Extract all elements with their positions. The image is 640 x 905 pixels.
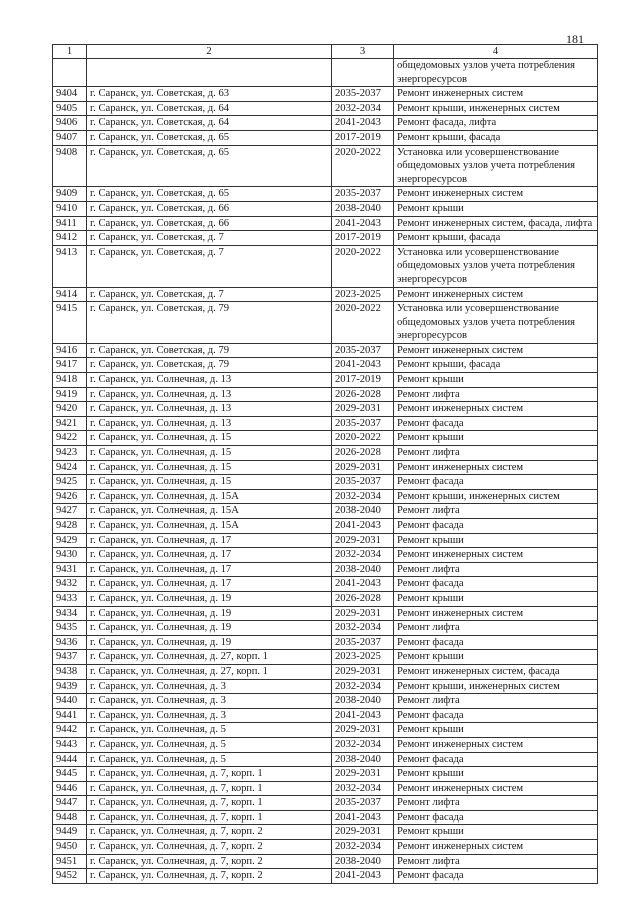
row-number: 9450 xyxy=(53,840,87,855)
row-number: 9406 xyxy=(53,116,87,131)
row-period: 2029-2031 xyxy=(332,723,394,738)
row-period: 2017-2019 xyxy=(332,130,394,145)
row-work-type: Ремонт крыши, фасада xyxy=(394,231,598,246)
row-address: г. Саранск, ул. Солнечная, д. 19 xyxy=(87,621,332,636)
row-work-type: Ремонт инженерных систем xyxy=(394,548,598,563)
row-address: г. Саранск, ул. Солнечная, д. 7, корп. 1 xyxy=(87,810,332,825)
row-period: 2041-2043 xyxy=(332,358,394,373)
table-row xyxy=(53,767,598,782)
row-period: 2029-2031 xyxy=(332,402,394,417)
row-period: 2035-2037 xyxy=(332,635,394,650)
row-number: 9436 xyxy=(53,635,87,650)
row-number: 9423 xyxy=(53,446,87,461)
row-work-type: Ремонт инженерных систем xyxy=(394,460,598,475)
row-work-type: Ремонт фасада, лифта xyxy=(394,116,598,131)
row-work-type: Ремонт крыши xyxy=(394,650,598,665)
row-work-type: Ремонт лифта xyxy=(394,562,598,577)
row-period: 2038-2040 xyxy=(332,694,394,709)
row-number: 9433 xyxy=(53,591,87,606)
row-number: 9437 xyxy=(53,650,87,665)
row-number: 9430 xyxy=(53,548,87,563)
row-number: 9424 xyxy=(53,460,87,475)
header-col-1: 1 xyxy=(53,45,87,59)
row-number: 9410 xyxy=(53,201,87,216)
row-address: г. Саранск, ул. Солнечная, д. 5 xyxy=(87,737,332,752)
row-number: 9428 xyxy=(53,519,87,534)
row-address: г. Саранск, ул. Солнечная, д. 15А xyxy=(87,504,332,519)
row-work-type: Ремонт лифта xyxy=(394,504,598,519)
row-work-type: Ремонт фасада xyxy=(394,635,598,650)
continuation-number xyxy=(53,59,87,87)
row-period: 2041-2043 xyxy=(332,577,394,592)
repair-schedule-table xyxy=(52,44,598,884)
row-period: 2029-2031 xyxy=(332,533,394,548)
table-row xyxy=(53,358,598,373)
table-row xyxy=(53,869,598,884)
row-address: г. Саранск, ул. Советская, д. 79 xyxy=(87,343,332,358)
row-number: 9408 xyxy=(53,145,87,187)
row-work-type: Установка или усовершенствование общедомовых узлов учета потребления энергоресурсов xyxy=(394,302,598,344)
continuation-row xyxy=(53,59,598,87)
row-work-type: Ремонт крыши xyxy=(394,431,598,446)
table-row xyxy=(53,431,598,446)
row-number: 9442 xyxy=(53,723,87,738)
row-number: 9412 xyxy=(53,231,87,246)
row-number: 9422 xyxy=(53,431,87,446)
row-period: 2032-2034 xyxy=(332,101,394,116)
row-address: г. Саранск, ул. Солнечная, д. 7, корп. 2 xyxy=(87,840,332,855)
row-number: 9404 xyxy=(53,87,87,102)
row-period: 2023-2025 xyxy=(332,650,394,665)
row-number: 9429 xyxy=(53,533,87,548)
table-row xyxy=(53,116,598,131)
row-period: 2041-2043 xyxy=(332,519,394,534)
row-period: 2041-2043 xyxy=(332,869,394,884)
row-work-type: Ремонт крыши, фасада xyxy=(394,358,598,373)
table-body xyxy=(53,59,598,884)
row-address: г. Саранск, ул. Солнечная, д. 7, корп. 2 xyxy=(87,825,332,840)
table-row xyxy=(53,446,598,461)
row-work-type: Ремонт фасада xyxy=(394,752,598,767)
table-row xyxy=(53,752,598,767)
row-work-type: Ремонт крыши xyxy=(394,201,598,216)
row-period: 2041-2043 xyxy=(332,216,394,231)
row-address: г. Саранск, ул. Советская, д. 79 xyxy=(87,358,332,373)
row-period: 2038-2040 xyxy=(332,562,394,577)
row-period: 2026-2028 xyxy=(332,446,394,461)
row-work-type: Ремонт лифта xyxy=(394,446,598,461)
row-address: г. Саранск, ул. Солнечная, д. 5 xyxy=(87,723,332,738)
table-row xyxy=(53,694,598,709)
table-row xyxy=(53,737,598,752)
row-address: г. Саранск, ул. Советская, д. 65 xyxy=(87,187,332,202)
table-row xyxy=(53,781,598,796)
row-period: 2026-2028 xyxy=(332,387,394,402)
table-row xyxy=(53,87,598,102)
row-address: г. Саранск, ул. Солнечная, д. 13 xyxy=(87,373,332,388)
row-period: 2035-2037 xyxy=(332,87,394,102)
row-period: 2038-2040 xyxy=(332,201,394,216)
row-number: 9452 xyxy=(53,869,87,884)
row-work-type: Ремонт инженерных систем xyxy=(394,402,598,417)
row-address: г. Саранск, ул. Советская, д. 65 xyxy=(87,145,332,187)
row-work-type: Ремонт лифта xyxy=(394,694,598,709)
table-row xyxy=(53,387,598,402)
row-address: г. Саранск, ул. Солнечная, д. 17 xyxy=(87,533,332,548)
row-period: 2035-2037 xyxy=(332,796,394,811)
row-work-type: Ремонт фасада xyxy=(394,475,598,490)
row-period: 2041-2043 xyxy=(332,116,394,131)
row-work-type: Ремонт крыши xyxy=(394,825,598,840)
row-number: 9435 xyxy=(53,621,87,636)
row-work-type: Ремонт фасада xyxy=(394,519,598,534)
row-period: 2032-2034 xyxy=(332,781,394,796)
row-period: 2035-2037 xyxy=(332,343,394,358)
row-number: 9445 xyxy=(53,767,87,782)
row-number: 9451 xyxy=(53,854,87,869)
row-number: 9434 xyxy=(53,606,87,621)
row-address: г. Саранск, ул. Советская, д. 64 xyxy=(87,116,332,131)
table-row xyxy=(53,231,598,246)
row-period: 2035-2037 xyxy=(332,475,394,490)
row-period: 2032-2034 xyxy=(332,737,394,752)
continuation-work: общедомовых узлов учета потребления энергоресурсов xyxy=(394,59,598,87)
row-period: 2032-2034 xyxy=(332,679,394,694)
table-row xyxy=(53,201,598,216)
row-number: 9426 xyxy=(53,489,87,504)
row-address: г. Саранск, ул. Советская, д. 64 xyxy=(87,101,332,116)
row-address: г. Саранск, ул. Советская, д. 66 xyxy=(87,201,332,216)
row-address: г. Саранск, ул. Солнечная, д. 27, корп. 1 xyxy=(87,664,332,679)
row-period: 2041-2043 xyxy=(332,810,394,825)
row-address: г. Саранск, ул. Солнечная, д. 13 xyxy=(87,402,332,417)
table-row xyxy=(53,548,598,563)
row-period: 2032-2034 xyxy=(332,621,394,636)
row-address: г. Саранск, ул. Солнечная, д. 15 xyxy=(87,446,332,461)
table-row xyxy=(53,577,598,592)
row-work-type: Ремонт фасада xyxy=(394,869,598,884)
row-address: г. Саранск, ул. Солнечная, д. 19 xyxy=(87,591,332,606)
row-work-type: Ремонт инженерных систем xyxy=(394,606,598,621)
row-work-type: Ремонт крыши xyxy=(394,373,598,388)
row-number: 9438 xyxy=(53,664,87,679)
table-row xyxy=(53,562,598,577)
row-address: г. Саранск, ул. Солнечная, д. 17 xyxy=(87,562,332,577)
row-period: 2020-2022 xyxy=(332,145,394,187)
header-row xyxy=(53,45,598,59)
row-period: 2029-2031 xyxy=(332,825,394,840)
row-period: 2032-2034 xyxy=(332,489,394,504)
row-address: г. Саранск, ул. Солнечная, д. 3 xyxy=(87,694,332,709)
row-period: 2029-2031 xyxy=(332,606,394,621)
table-row xyxy=(53,416,598,431)
row-number: 9420 xyxy=(53,402,87,417)
table-row xyxy=(53,504,598,519)
row-period: 2038-2040 xyxy=(332,752,394,767)
row-address: г. Саранск, ул. Солнечная, д. 7, корп. 1 xyxy=(87,767,332,782)
table-row xyxy=(53,302,598,344)
row-address: г. Саранск, ул. Солнечная, д. 27, корп. 1 xyxy=(87,650,332,665)
row-number: 9427 xyxy=(53,504,87,519)
continuation-period xyxy=(332,59,394,87)
row-period: 2041-2043 xyxy=(332,708,394,723)
row-work-type: Установка или усовершенствование общедомовых узлов учета потребления энергоресурсов xyxy=(394,145,598,187)
page-number: 181 xyxy=(566,32,584,46)
row-work-type: Ремонт крыши xyxy=(394,533,598,548)
row-number: 9440 xyxy=(53,694,87,709)
row-address: г. Саранск, ул. Солнечная, д. 15А xyxy=(87,489,332,504)
row-period: 2029-2031 xyxy=(332,460,394,475)
row-number: 9411 xyxy=(53,216,87,231)
row-address: г. Саранск, ул. Солнечная, д. 3 xyxy=(87,708,332,723)
row-work-type: Ремонт крыши, инженерных систем xyxy=(394,101,598,116)
row-work-type: Ремонт лифта xyxy=(394,854,598,869)
row-work-type: Ремонт крыши, инженерных систем xyxy=(394,679,598,694)
table-row xyxy=(53,130,598,145)
table-row xyxy=(53,101,598,116)
row-period: 2038-2040 xyxy=(332,854,394,869)
row-address: г. Саранск, ул. Солнечная, д. 3 xyxy=(87,679,332,694)
table-row xyxy=(53,679,598,694)
row-work-type: Ремонт фасада xyxy=(394,577,598,592)
row-number: 9415 xyxy=(53,302,87,344)
row-period: 2020-2022 xyxy=(332,431,394,446)
row-work-type: Установка или усовершенствование общедомовых узлов учета потребления энергоресурсов xyxy=(394,245,598,287)
row-address: г. Саранск, ул. Солнечная, д. 7, корп. 1 xyxy=(87,796,332,811)
table-row xyxy=(53,519,598,534)
row-address: г. Саранск, ул. Солнечная, д. 15 xyxy=(87,475,332,490)
row-work-type: Ремонт инженерных систем xyxy=(394,840,598,855)
row-number: 9449 xyxy=(53,825,87,840)
row-number: 9425 xyxy=(53,475,87,490)
row-address: г. Саранск, ул. Солнечная, д. 7, корп. 2 xyxy=(87,869,332,884)
row-address: г. Саранск, ул. Советская, д. 66 xyxy=(87,216,332,231)
row-number: 9407 xyxy=(53,130,87,145)
row-number: 9414 xyxy=(53,287,87,302)
table-row xyxy=(53,489,598,504)
row-address: г. Саранск, ул. Солнечная, д. 19 xyxy=(87,635,332,650)
table-row xyxy=(53,287,598,302)
table-row xyxy=(53,650,598,665)
row-number: 9416 xyxy=(53,343,87,358)
row-address: г. Саранск, ул. Солнечная, д. 15 xyxy=(87,460,332,475)
table-row xyxy=(53,533,598,548)
row-work-type: Ремонт фасада xyxy=(394,810,598,825)
row-period: 2032-2034 xyxy=(332,548,394,563)
row-period: 2035-2037 xyxy=(332,187,394,202)
row-work-type: Ремонт лифта xyxy=(394,796,598,811)
row-work-type: Ремонт крыши xyxy=(394,767,598,782)
row-period: 2026-2028 xyxy=(332,591,394,606)
table-row xyxy=(53,606,598,621)
table-row xyxy=(53,187,598,202)
row-number: 9418 xyxy=(53,373,87,388)
header-col-4: 4 xyxy=(394,45,598,59)
table-header xyxy=(53,45,598,59)
row-work-type: Ремонт инженерных систем xyxy=(394,87,598,102)
row-number: 9432 xyxy=(53,577,87,592)
table-row xyxy=(53,723,598,738)
table-row xyxy=(53,796,598,811)
row-work-type: Ремонт крыши, фасада xyxy=(394,130,598,145)
row-work-type: Ремонт фасада xyxy=(394,708,598,723)
table-row xyxy=(53,621,598,636)
table-row xyxy=(53,245,598,287)
row-address: г. Саранск, ул. Советская, д. 65 xyxy=(87,130,332,145)
row-period: 2032-2034 xyxy=(332,840,394,855)
row-number: 9443 xyxy=(53,737,87,752)
table-row xyxy=(53,635,598,650)
table-row xyxy=(53,343,598,358)
header-col-3: 3 xyxy=(332,45,394,59)
row-period: 2038-2040 xyxy=(332,504,394,519)
row-work-type: Ремонт фасада xyxy=(394,416,598,431)
table-row xyxy=(53,854,598,869)
row-period: 2029-2031 xyxy=(332,664,394,679)
row-address: г. Саранск, ул. Солнечная, д. 13 xyxy=(87,387,332,402)
row-number: 9405 xyxy=(53,101,87,116)
row-address: г. Саранск, ул. Советская, д. 7 xyxy=(87,245,332,287)
row-number: 9409 xyxy=(53,187,87,202)
row-work-type: Ремонт лифта xyxy=(394,387,598,402)
table-row xyxy=(53,216,598,231)
row-number: 9444 xyxy=(53,752,87,767)
table-row xyxy=(53,373,598,388)
row-period: 2023-2025 xyxy=(332,287,394,302)
row-number: 9413 xyxy=(53,245,87,287)
row-work-type: Ремонт инженерных систем xyxy=(394,343,598,358)
table-row xyxy=(53,591,598,606)
row-work-type: Ремонт инженерных систем xyxy=(394,187,598,202)
table-row xyxy=(53,145,598,187)
row-address: г. Саранск, ул. Солнечная, д. 19 xyxy=(87,606,332,621)
row-address: г. Саранск, ул. Солнечная, д. 7, корп. 1 xyxy=(87,781,332,796)
row-address: г. Саранск, ул. Солнечная, д. 5 xyxy=(87,752,332,767)
row-number: 9421 xyxy=(53,416,87,431)
row-work-type: Ремонт инженерных систем xyxy=(394,287,598,302)
table-row xyxy=(53,664,598,679)
row-address: г. Саранск, ул. Солнечная, д. 17 xyxy=(87,548,332,563)
row-number: 9446 xyxy=(53,781,87,796)
table-row xyxy=(53,825,598,840)
row-work-type: Ремонт инженерных систем, фасада, лифта xyxy=(394,216,598,231)
row-period: 2017-2019 xyxy=(332,231,394,246)
row-work-type: Ремонт лифта xyxy=(394,621,598,636)
table-row xyxy=(53,708,598,723)
row-work-type: Ремонт крыши xyxy=(394,723,598,738)
header-col-2: 2 xyxy=(87,45,332,59)
row-address: г. Саранск, ул. Советская, д. 63 xyxy=(87,87,332,102)
row-address: г. Саранск, ул. Советская, д. 79 xyxy=(87,302,332,344)
row-period: 2029-2031 xyxy=(332,767,394,782)
row-number: 9447 xyxy=(53,796,87,811)
table-row xyxy=(53,402,598,417)
row-address: г. Саранск, ул. Солнечная, д. 13 xyxy=(87,416,332,431)
row-number: 9419 xyxy=(53,387,87,402)
row-number: 9417 xyxy=(53,358,87,373)
row-period: 2035-2037 xyxy=(332,416,394,431)
table-row xyxy=(53,810,598,825)
row-address: г. Саранск, ул. Солнечная, д. 7, корп. 2 xyxy=(87,854,332,869)
continuation-address xyxy=(87,59,332,87)
row-number: 9439 xyxy=(53,679,87,694)
row-number: 9448 xyxy=(53,810,87,825)
row-address: г. Саранск, ул. Солнечная, д. 15А xyxy=(87,519,332,534)
row-work-type: Ремонт крыши xyxy=(394,591,598,606)
row-work-type: Ремонт инженерных систем, фасада xyxy=(394,664,598,679)
row-work-type: Ремонт инженерных систем xyxy=(394,781,598,796)
table-row xyxy=(53,840,598,855)
table-row xyxy=(53,475,598,490)
row-address: г. Саранск, ул. Солнечная, д. 15 xyxy=(87,431,332,446)
row-period: 2020-2022 xyxy=(332,302,394,344)
row-number: 9441 xyxy=(53,708,87,723)
row-number: 9431 xyxy=(53,562,87,577)
row-work-type: Ремонт крыши, инженерных систем xyxy=(394,489,598,504)
table-row xyxy=(53,460,598,475)
row-period: 2017-2019 xyxy=(332,373,394,388)
row-address: г. Саранск, ул. Советская, д. 7 xyxy=(87,231,332,246)
row-work-type: Ремонт инженерных систем xyxy=(394,737,598,752)
row-period: 2020-2022 xyxy=(332,245,394,287)
row-address: г. Саранск, ул. Солнечная, д. 17 xyxy=(87,577,332,592)
row-address: г. Саранск, ул. Советская, д. 7 xyxy=(87,287,332,302)
